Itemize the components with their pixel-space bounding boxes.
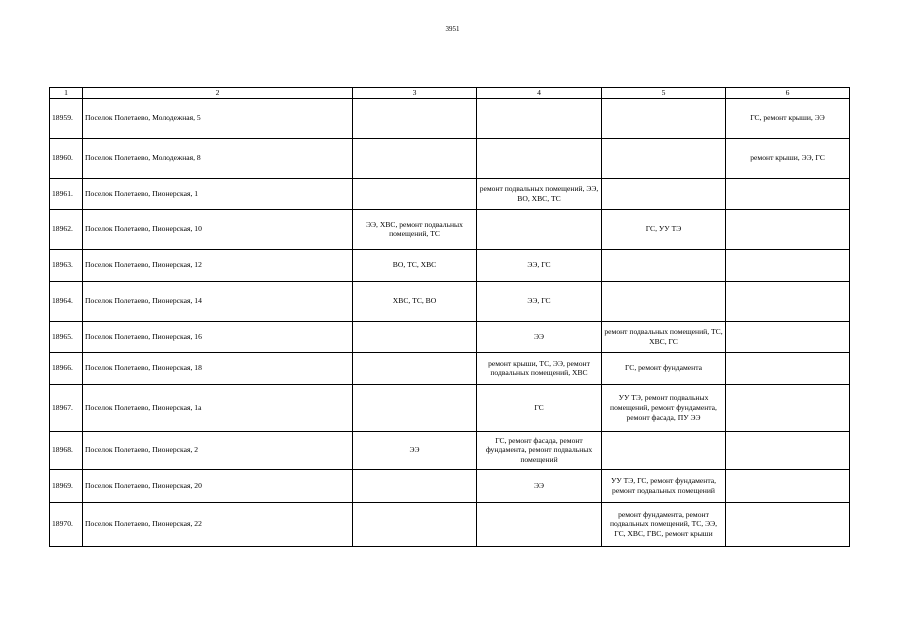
row-address: Поселок Полетаево, Пионерская, 12 (83, 249, 353, 281)
row-number: 18970. (50, 502, 83, 546)
row-number: 18968. (50, 431, 83, 469)
cell-col3 (353, 352, 477, 384)
cell-col4 (477, 138, 602, 178)
cell-col4: ГС (477, 384, 602, 431)
column-header: 3 (353, 88, 477, 99)
table-row (50, 281, 850, 321)
table-row (50, 502, 850, 546)
cell-col4: ремонт крыши, ТС, ЭЭ, ремонт подвальных помещений, ХВС (477, 352, 602, 384)
cell-col3 (353, 469, 477, 502)
column-header: 5 (602, 88, 726, 99)
cell-col6 (726, 502, 850, 546)
table-row (50, 209, 850, 249)
cell-col4 (477, 209, 602, 249)
cell-col3 (353, 98, 477, 138)
cell-col4 (477, 502, 602, 546)
row-address: Поселок Полетаево, Пионерская, 1 (83, 178, 353, 209)
row-number: 18962. (50, 209, 83, 249)
cell-col6: ремонт крыши, ЭЭ, ГС (726, 138, 850, 178)
cell-col4 (477, 98, 602, 138)
cell-col5: ГС, ремонт фундамента (602, 352, 726, 384)
cell-col5 (602, 138, 726, 178)
cell-col6 (726, 281, 850, 321)
cell-col6 (726, 431, 850, 469)
cell-col6: ГС, ремонт крыши, ЭЭ (726, 98, 850, 138)
cell-col6 (726, 321, 850, 352)
cell-col4: ЭЭ, ГС (477, 249, 602, 281)
row-address: Поселок Полетаево, Пионерская, 20 (83, 469, 353, 502)
table-row (50, 321, 850, 352)
cell-col3 (353, 384, 477, 431)
cell-col3 (353, 321, 477, 352)
column-header: 2 (83, 88, 353, 99)
row-number: 18966. (50, 352, 83, 384)
cell-col6 (726, 209, 850, 249)
cell-col4: ЭЭ (477, 469, 602, 502)
cell-col6 (726, 352, 850, 384)
cell-col5: ремонт фундамента, ремонт подвальных помещений, ТС, ЭЭ, ГС, ХВС, ГВС, ремонт крыши (602, 502, 726, 546)
table-row (50, 249, 850, 281)
row-address: Поселок Полетаево, Молодежная, 8 (83, 138, 353, 178)
row-address: Поселок Полетаево, Пионерская, 22 (83, 502, 353, 546)
row-number: 18959. (50, 98, 83, 138)
row-address: Поселок Полетаево, Пионерская, 18 (83, 352, 353, 384)
table-row (50, 431, 850, 469)
row-address: Поселок Полетаево, Пионерская, 14 (83, 281, 353, 321)
column-header: 4 (477, 88, 602, 99)
row-number: 18967. (50, 384, 83, 431)
row-address: Поселок Полетаево, Пионерская, 10 (83, 209, 353, 249)
row-number: 18960. (50, 138, 83, 178)
cell-col4: ГС, ремонт фасада, ремонт фундамента, ремонт подвальных помещений (477, 431, 602, 469)
cell-col3 (353, 178, 477, 209)
cell-col5: ГС, УУ ТЭ (602, 209, 726, 249)
cell-col3: ЭЭ (353, 431, 477, 469)
row-address: Поселок Полетаево, Пионерская, 2 (83, 431, 353, 469)
cell-col6 (726, 469, 850, 502)
cell-col3 (353, 138, 477, 178)
row-number: 18964. (50, 281, 83, 321)
row-number: 18969. (50, 469, 83, 502)
row-number: 18965. (50, 321, 83, 352)
column-header: 6 (726, 88, 850, 99)
table-header-row (50, 88, 850, 99)
cell-col6 (726, 384, 850, 431)
works-table (49, 87, 850, 547)
cell-col5: УУ ТЭ, ремонт подвальных помещений, ремонт фундамента, ремонт фасада, ПУ ЭЭ (602, 384, 726, 431)
cell-col3: ЭЭ, ХВС, ремонт подвальных помещений, ТС (353, 209, 477, 249)
column-header: 1 (50, 88, 83, 99)
cell-col5 (602, 281, 726, 321)
cell-col4: ЭЭ, ГС (477, 281, 602, 321)
row-number: 18963. (50, 249, 83, 281)
cell-col3: ВО, ТС, ХВС (353, 249, 477, 281)
cell-col5 (602, 431, 726, 469)
table-row (50, 178, 850, 209)
table-row (50, 98, 850, 138)
row-number: 18961. (50, 178, 83, 209)
cell-col5 (602, 178, 726, 209)
page-number: 3951 (445, 25, 460, 33)
table-row (50, 469, 850, 502)
cell-col5 (602, 98, 726, 138)
cell-col4: ремонт подвальных помещений, ЭЭ, ВО, ХВС, ТС (477, 178, 602, 209)
cell-col5: ремонт подвальных помещений, ТС, ХВС, ГС (602, 321, 726, 352)
cell-col3: ХВС, ТС, ВО (353, 281, 477, 321)
row-address: Поселок Полетаево, Пионерская, 1а (83, 384, 353, 431)
cell-col4: ЭЭ (477, 321, 602, 352)
cell-col5 (602, 249, 726, 281)
table-row (50, 384, 850, 431)
cell-col6 (726, 178, 850, 209)
cell-col3 (353, 502, 477, 546)
row-address: Поселок Полетаево, Пионерская, 16 (83, 321, 353, 352)
cell-col6 (726, 249, 850, 281)
cell-col5: УУ ТЭ, ГС, ремонт фундамента, ремонт подвальных помещений (602, 469, 726, 502)
row-address: Поселок Полетаево, Молодежная, 5 (83, 98, 353, 138)
table-row (50, 138, 850, 178)
table-row (50, 352, 850, 384)
